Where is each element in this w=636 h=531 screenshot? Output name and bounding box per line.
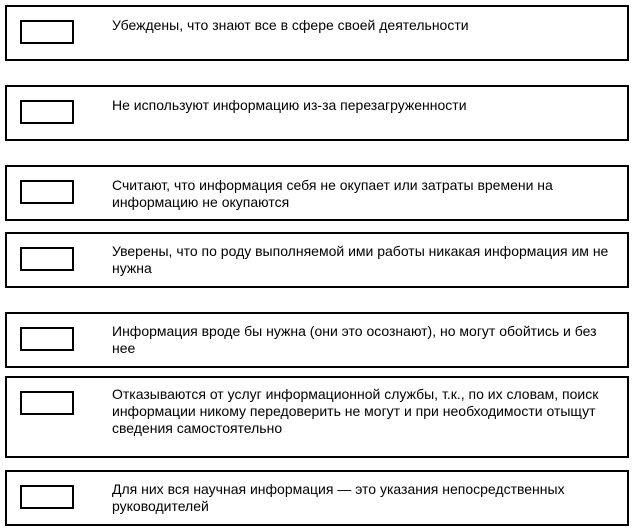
option-row [5, 165, 629, 221]
option-checkbox[interactable] [20, 391, 74, 415]
option-row [5, 376, 629, 458]
option-label: Не используют информацию из-за перезагруженности [112, 97, 467, 113]
option-checkbox[interactable] [20, 485, 74, 509]
option-checkbox[interactable] [20, 327, 74, 351]
option-row [5, 232, 629, 288]
option-label: Для них вся научная информация — это указания непосредственных руководителей [112, 481, 565, 514]
option-label: Считают, что информация себя не окупает или затраты времени на информацию не окупаются [112, 177, 553, 210]
option-checkbox[interactable] [20, 180, 74, 204]
option-label: Информация вроде бы нужна (они это осознают), но могут обойтись и без нее [112, 323, 597, 356]
option-label: Уверены, что по роду выполняемой ими работы никакая информация им не нужна [112, 243, 609, 276]
option-label: Отказываются от услуг информационной службы, т.к., по их словам, поиск информации никому передоверить не могут и при необходимости отыщут сведения самостоятельно [112, 386, 599, 436]
option-row [5, 85, 629, 141]
option-checkbox[interactable] [20, 20, 74, 44]
option-row [5, 5, 629, 61]
option-checkbox[interactable] [20, 100, 74, 124]
option-row [5, 312, 629, 368]
option-row [5, 470, 629, 526]
option-label: Убеждены, что знают все в сфере своей деятельности [112, 17, 469, 33]
option-checkbox[interactable] [20, 247, 74, 271]
